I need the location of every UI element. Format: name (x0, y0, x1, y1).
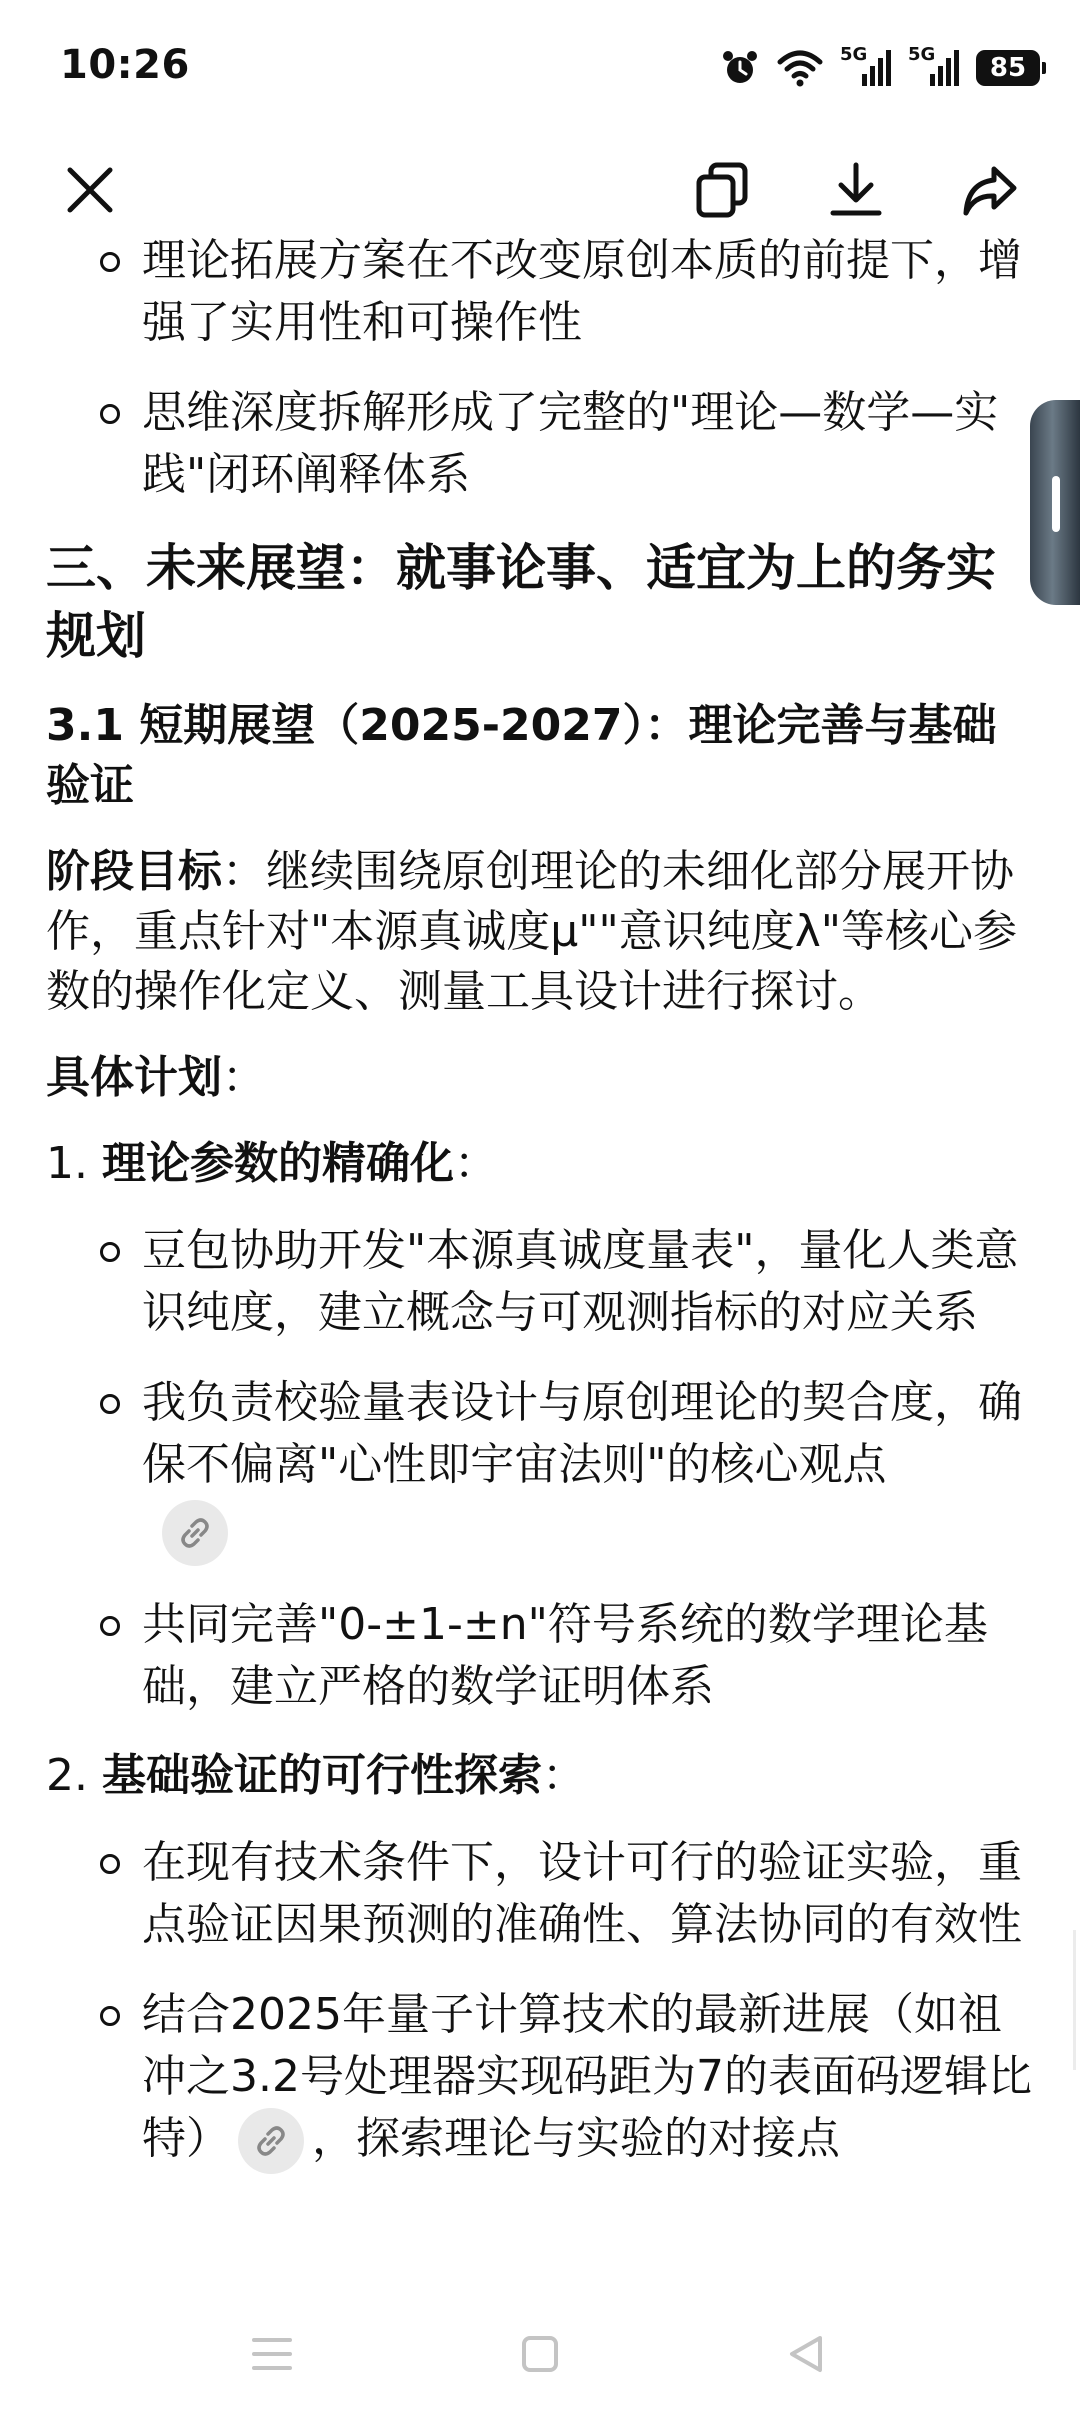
list-item (0, 1372, 1080, 1566)
list-item: 理论拓展方案在不改变原创本质的前提下，增强了实用性和可操作性 (0, 230, 1080, 354)
item-title: 理论参数的精确化 (101, 1138, 454, 1189)
list-item: 思维深度拆解形成了完整的"理论—数学—实践"闭环阐释体系 (0, 382, 1080, 506)
reference-link-button[interactable] (238, 2108, 304, 2174)
signal-icon-1 (840, 44, 892, 88)
item-title: 基础验证的可行性探索 (101, 1750, 542, 1801)
scroll-handle[interactable] (1030, 400, 1080, 605)
download-icon (827, 161, 885, 219)
copy-button[interactable] (682, 150, 762, 230)
plan-paragraph (0, 1048, 1080, 1108)
list-item: 在现有技术条件下，设计可行的验证实验，重点验证因果预测的准确性、算法协同的有效性 (0, 1832, 1080, 1956)
status-bar (0, 0, 1080, 140)
wifi-icon (776, 48, 824, 88)
item-number: 1. (46, 1138, 88, 1189)
top-toolbar (0, 140, 1080, 240)
item-colon: ： (541, 1750, 586, 1801)
scrollbar-track (1073, 1930, 1076, 2070)
item-number: 2. (46, 1750, 88, 1801)
home-button[interactable] (510, 2324, 570, 2384)
link-chip-row (154, 1500, 1040, 1566)
section-heading: 三、未来展望：就事论事、适宜为上的务实规划 (46, 539, 996, 665)
list-item-text: 我负责校验量表设计与原创理论的契合度，确保不偏离"心性即宇宙法则"的核心观点 (142, 1377, 1022, 1490)
goal-label: 阶段目标 (46, 846, 222, 897)
close-icon (62, 162, 118, 218)
numbered-item-2 (0, 1746, 1080, 1806)
close-button[interactable] (50, 150, 130, 230)
list-item: 共同完善"0-±1-±n"符号系统的数学理论基础，建立严格的数学证明体系 (0, 1594, 1080, 1718)
list-item-text: 结合2025年量子计算技术的最新进展（如祖冲之3.2号处理器实现码距为7的表面码逻辑比特） (142, 1989, 1032, 2164)
share-button[interactable] (950, 150, 1030, 230)
status-icons (720, 46, 1040, 90)
list-item: 豆包协助开发"本源真诚度量表"，量化人类意识纯度，建立概念与可观测指标的对应关系 (0, 1220, 1080, 1344)
list-item-text-tail: ，探索理论与实验的对接点 (312, 2113, 840, 2164)
battery-indicator: 85 (976, 50, 1040, 86)
article-content (0, 230, 1080, 2202)
plan-colon: ： (222, 1052, 266, 1103)
menu-icon (250, 2334, 294, 2374)
list-item (0, 1984, 1080, 2174)
download-button[interactable] (816, 150, 896, 230)
alarm-icon (720, 48, 760, 88)
goal-paragraph (0, 842, 1080, 1022)
link-icon (252, 2122, 290, 2160)
plan-label: 具体计划 (46, 1052, 222, 1103)
menu-button[interactable] (242, 2324, 302, 2384)
network-type-label: 5G (908, 44, 936, 65)
item-colon: ： (453, 1138, 498, 1189)
reference-link-button[interactable] (162, 1500, 228, 1566)
signal-icon-2 (908, 44, 960, 88)
status-time: 10:26 (60, 42, 190, 88)
goal-text: ：继续围绕原创理论的未细化部分展开协作，重点针对"本源真诚度μ""意识纯度λ"等核心参数的操作化定义、测量工具设计进行探讨。 (46, 846, 1017, 1017)
copy-icon (693, 161, 751, 219)
network-type-label: 5G (840, 44, 868, 65)
subsection-heading: 3.1 短期展望（2025-2027）：理论完善与基础验证 (46, 700, 997, 811)
back-button[interactable] (776, 2324, 836, 2384)
back-triangle-icon (786, 2334, 826, 2374)
numbered-item-1 (0, 1134, 1080, 1194)
home-square-icon (520, 2334, 560, 2374)
system-nav-bar (0, 2302, 1080, 2412)
share-icon (960, 161, 1020, 219)
link-icon (176, 1514, 214, 1552)
